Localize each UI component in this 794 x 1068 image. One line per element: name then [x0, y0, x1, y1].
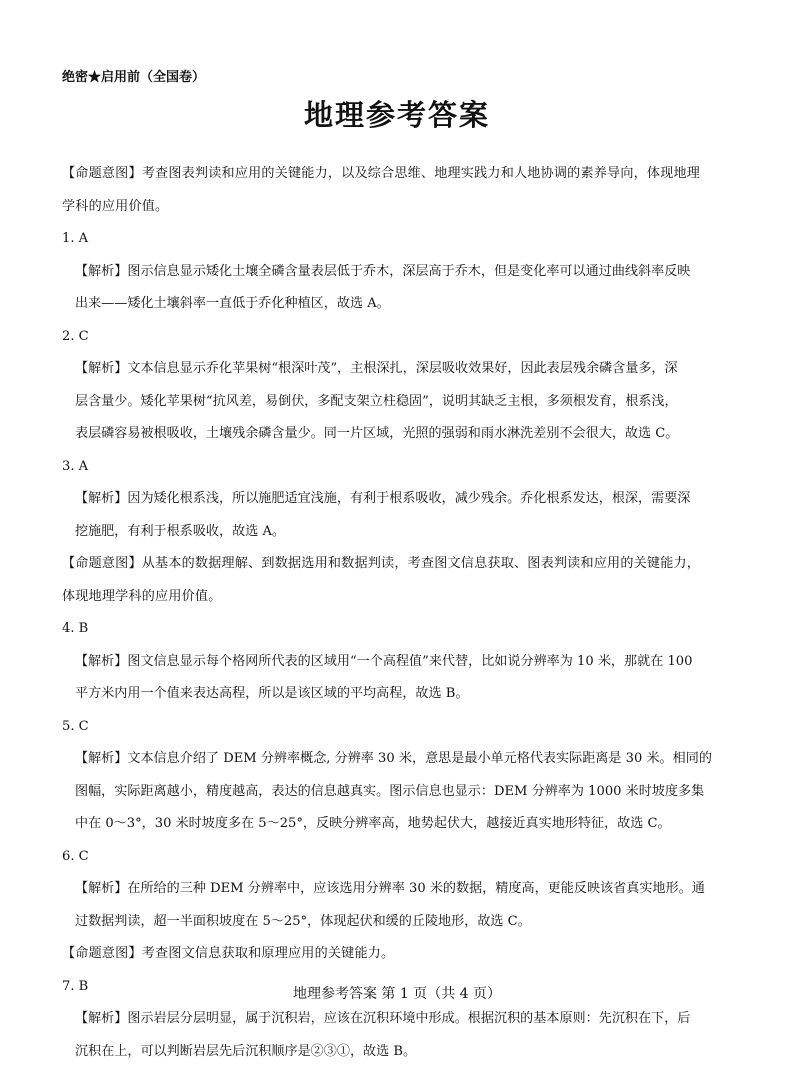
- confidential-label: 绝密★启用前（全国卷）: [62, 66, 205, 85]
- answer-line: 1. A: [62, 223, 734, 256]
- analysis-line: 【解析】图示信息显示矮化土壤全磷含量表层低于乔木，深层高于乔木，但是变化率可以通过曲线斜率反映: [62, 256, 734, 289]
- analysis-line: 【解析】图示岩层分层明显，属于沉积岩，应该在沉积环境中形成。根据沉积的基本原则：先沉积在下，后: [62, 1003, 734, 1036]
- analysis-line: 【解析】在所给的三种 DEM 分辨率中，应该选用分辨率 30 米的数据，精度高，更能反映该省真实地形。通: [62, 873, 734, 906]
- answer-content: [62, 158, 734, 1068]
- intent-line: 【命题意图】从基本的数据理解、到数据选用和数据判读，考查图文信息获取、图表判读和应用的关键能力，: [62, 548, 734, 581]
- answer-line: 3. A: [62, 451, 734, 484]
- page-title: 地理参考答案: [0, 93, 794, 134]
- analysis-line: 挖施肥，有利于根系吸收，故选 A。: [62, 516, 734, 549]
- intent-line: 【命题意图】考查图文信息获取和原理应用的关键能力。: [62, 938, 734, 971]
- answer-line: 7. B: [62, 971, 734, 1004]
- analysis-line: 出来——矮化土壤斜率一直低于乔化种植区，故选 A。: [62, 288, 734, 321]
- analysis-line: 过数据判读，超一半面积坡度在 5～25°，体现起伏和缓的丘陵地形，故选 C。: [62, 906, 734, 939]
- intent-line: 学科的应用价值。: [62, 191, 734, 224]
- answer-line: 2. C: [62, 321, 734, 354]
- intent-line: 体现地理学科的应用价值。: [62, 581, 734, 614]
- analysis-line: 层含量少。矮化苹果树“抗风差，易倒伏，多配支架立柱稳固”，说明其缺乏主根，多须根发育，根系浅，: [62, 386, 734, 419]
- analysis-line: 【解析】因为矮化根系浅，所以施肥适宜浅施，有利于根系吸收，减少残余。乔化根系发达，根深，需要深: [62, 483, 734, 516]
- analysis-line: 沉积在上，可以判断岩层先后沉积顺序是②③①，故选 B。: [62, 1036, 734, 1068]
- analysis-line: 【解析】文本信息介绍了 DEM 分辨率概念, 分辨率 30 米，意思是最小单元格代表实际距离是 30 米。相同的: [62, 743, 734, 776]
- analysis-line: 表层磷容易被根吸收，土壤残余磷含量少。同一片区域，光照的强弱和雨水淋洗差别不会很大，故选 C。: [62, 418, 734, 451]
- analysis-line: 平方米内用一个值来表达高程，所以是该区域的平均高程，故选 B。: [62, 678, 734, 711]
- analysis-line: 中在 0～3°，30 米时坡度多在 5～25°，反映分辨率高，地势起伏大，越接近真实地形特征，故选 C。: [62, 808, 734, 841]
- analysis-line: 【解析】文本信息显示乔化苹果树“根深叶茂”，主根深扎，深层吸收效果好，因此表层残余磷含量多，深: [62, 353, 734, 386]
- answer-line: 4. B: [62, 613, 734, 646]
- answer-line: 6. C: [62, 841, 734, 874]
- page-footer: 地理参考答案 第 1 页（共 4 页）: [0, 983, 794, 1003]
- analysis-line: 图幅，实际距离越小，精度越高，表达的信息越真实。图示信息也显示：DEM 分辨率为 1000 米时坡度多集: [62, 776, 734, 809]
- answer-line: 5. C: [62, 711, 734, 744]
- analysis-line: 【解析】图文信息显示每个格网所代表的区域用“一个高程值”来代替，比如说分辨率为 10 米，那就在 100: [62, 646, 734, 679]
- intent-line: 【命题意图】考查图表判读和应用的关键能力，以及综合思维、地理实践力和人地协调的素养导向，体现地理: [62, 158, 734, 191]
